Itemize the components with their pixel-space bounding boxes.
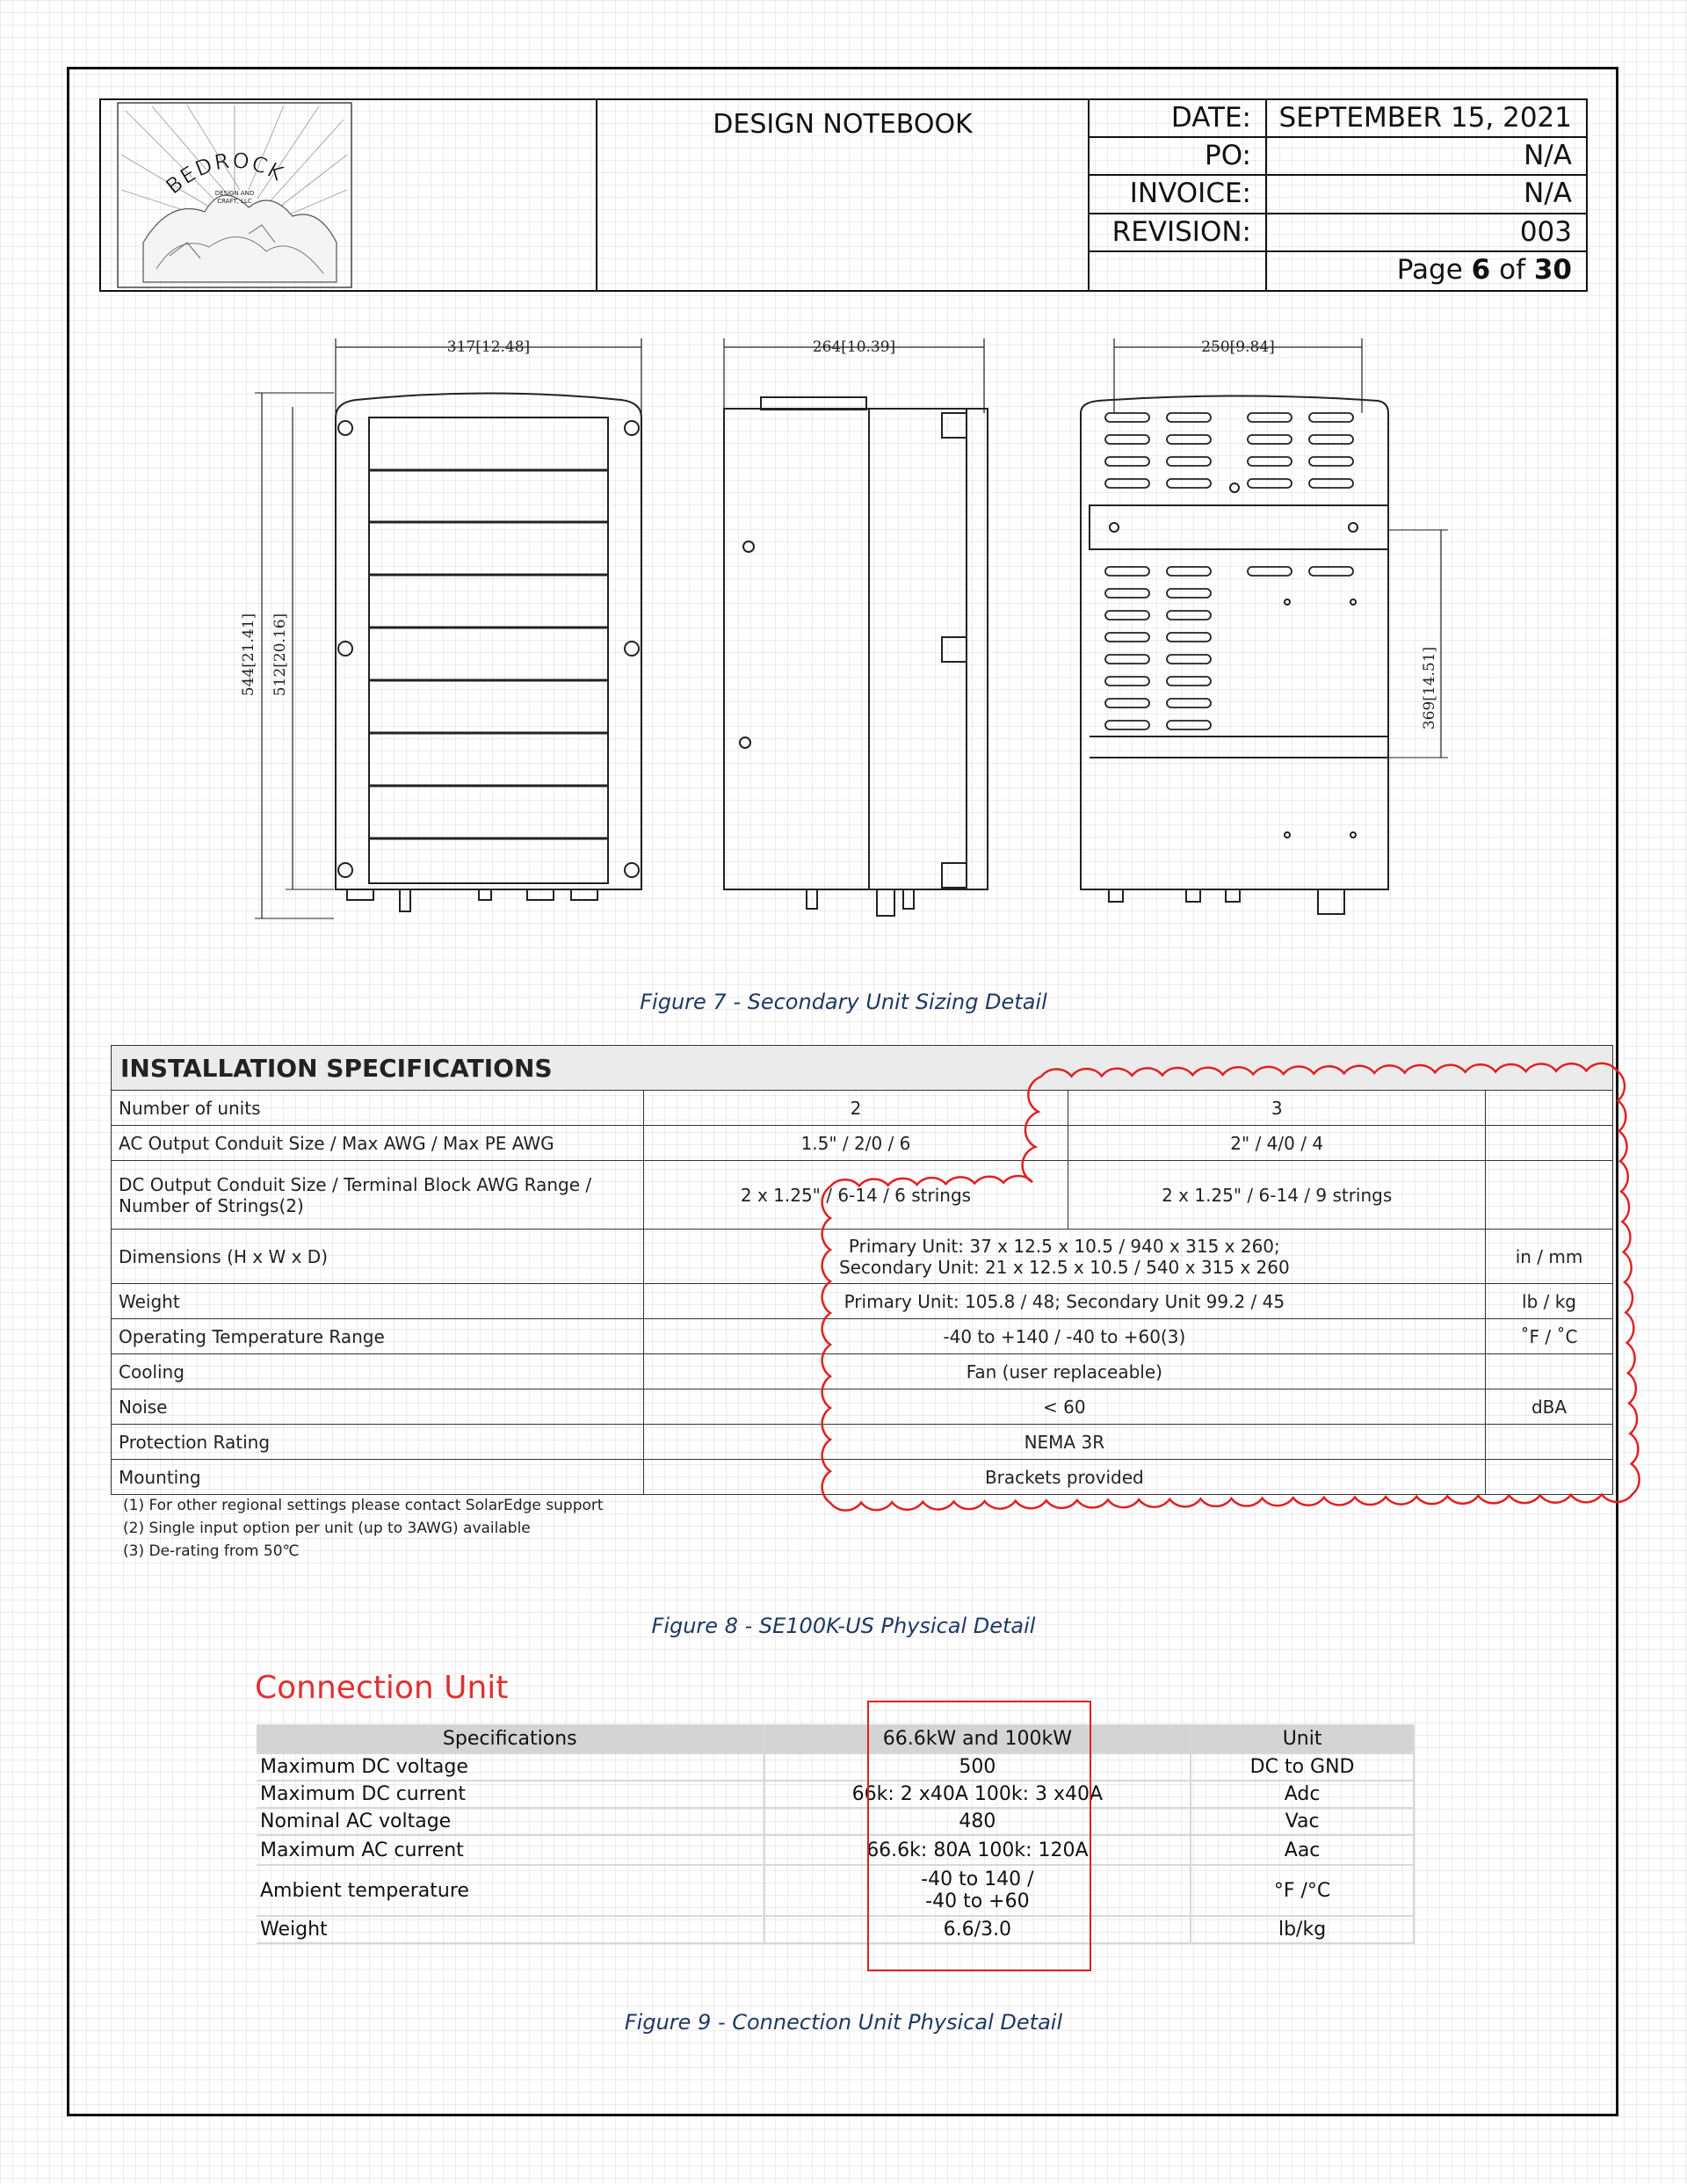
revision-row xyxy=(1090,214,1586,252)
date-value: SEPTEMBER 15, 2021 xyxy=(1278,102,1572,134)
spec-label: Operating Temperature Range xyxy=(112,1319,644,1354)
page-number xyxy=(1267,252,1586,290)
spec-unit xyxy=(1486,1354,1613,1389)
spec-value: Brackets provided xyxy=(643,1460,1485,1495)
logo-cell xyxy=(101,100,597,290)
spec-value: NEMA 3R xyxy=(643,1425,1485,1460)
spec-label: Weight xyxy=(112,1284,644,1319)
spec-value xyxy=(643,1230,1485,1284)
front-width-dim: 317[12.48] xyxy=(446,338,531,356)
spec-value: 3 xyxy=(1068,1091,1486,1126)
dim-secondary: Secondary Unit: 21 x 12.5 x 10.5 / 540 x 315 x 260 xyxy=(838,1256,1290,1278)
temp-line1: -40 to 140 / xyxy=(921,1868,1034,1890)
connection-unit-table xyxy=(257,1724,1415,1944)
cu-unit: Aac xyxy=(1191,1835,1414,1865)
cu-value: 6.6/3.0 xyxy=(764,1916,1191,1943)
cu-spec: Maximum DC voltage xyxy=(257,1753,764,1781)
col-header: Unit xyxy=(1191,1724,1414,1753)
bedrock-logo xyxy=(117,102,352,288)
spec-value: 2 x 1.25" / 6-14 / 9 strings xyxy=(1068,1161,1486,1230)
spec-label: AC Output Conduit Size / Max AWG / Max PE AWG xyxy=(112,1126,644,1161)
title-block xyxy=(99,98,1588,292)
col-header: Specifications xyxy=(257,1724,764,1753)
page-current: 6 xyxy=(1471,253,1491,286)
invoice-value: N/A xyxy=(1524,178,1572,210)
footnote: (2) Single input option per unit (up to 3AWG) available xyxy=(123,1520,531,1537)
side-width-dim: 264[10.39] xyxy=(812,338,896,356)
spec-unit: ˚F / ˚C xyxy=(1486,1319,1613,1354)
mount-height-dim: 369[14.51] xyxy=(1421,646,1438,730)
figure-7-caption: Figure 7 - Secondary Unit Sizing Detail xyxy=(640,990,1047,1014)
dim-primary: Primary Unit: 37 x 12.5 x 10.5 / 940 x 315 x 260; xyxy=(848,1235,1280,1257)
header-fields xyxy=(1090,100,1586,290)
cu-value: 480 xyxy=(764,1808,1191,1835)
spec-label: Number of units xyxy=(112,1091,644,1126)
spec-value: 2 x 1.25" / 6-14 / 6 strings xyxy=(643,1161,1068,1230)
revision-label: REVISION: xyxy=(1090,214,1267,250)
po-row xyxy=(1090,138,1586,176)
po-label: PO: xyxy=(1090,138,1267,174)
spec-unit: dBA xyxy=(1486,1389,1613,1425)
spec-label: DC Output Conduit Size / Terminal Block AWG Range / Number of Strings(2) xyxy=(112,1161,644,1230)
installation-specs-table xyxy=(111,1045,1613,1495)
spec-label: Cooling xyxy=(112,1354,644,1389)
col-header: 66.6kW and 100kW xyxy=(764,1724,1191,1753)
date-label: DATE: xyxy=(1090,100,1267,136)
spec-unit xyxy=(1486,1460,1613,1495)
spec-unit: lb / kg xyxy=(1486,1284,1613,1319)
cu-value: 66.6k: 80A 100k: 120A xyxy=(764,1835,1191,1865)
spec-footnotes xyxy=(123,1494,604,1563)
date-row xyxy=(1090,100,1586,138)
cu-unit: Vac xyxy=(1191,1808,1414,1835)
highlight-box xyxy=(867,1701,1091,1971)
spec-label: Protection Rating xyxy=(112,1425,644,1460)
page-prefix: Page xyxy=(1396,253,1463,286)
cu-spec: Nominal AC voltage xyxy=(257,1808,764,1835)
revision-value: 003 xyxy=(1519,215,1572,248)
cu-unit: lb/kg xyxy=(1191,1916,1414,1943)
cu-spec: Weight xyxy=(257,1916,764,1943)
logo-name: BEDROCK xyxy=(161,148,289,200)
footnote: (1) For other regional settings please contact SolarEdge support xyxy=(123,1497,604,1514)
po-value: N/A xyxy=(1524,140,1572,172)
invoice-label: INVOICE: xyxy=(1090,176,1267,212)
temp-line2: -40 to +60 xyxy=(925,1890,1030,1912)
cu-unit: °F /°C xyxy=(1191,1865,1414,1916)
spec-unit xyxy=(1486,1161,1613,1230)
cu-spec: Maximum AC current xyxy=(257,1835,764,1865)
invoice-row xyxy=(1090,176,1586,214)
cu-spec: Ambient temperature xyxy=(257,1865,764,1916)
spec-unit xyxy=(1486,1091,1613,1126)
height-inner-dim: 512[20.16] xyxy=(272,613,289,697)
height-outer-dim: 544[21.41] xyxy=(240,613,257,697)
cu-unit: DC to GND xyxy=(1191,1753,1414,1781)
cu-value: 66k: 2 x40A 100k: 3 x40A xyxy=(764,1781,1191,1808)
connection-unit-title: Connection Unit xyxy=(255,1670,509,1706)
spec-label: Mounting xyxy=(112,1460,644,1495)
spec-title: INSTALLATION SPECIFICATIONS xyxy=(112,1046,1613,1091)
spec-value: < 60 xyxy=(643,1389,1485,1425)
page-of: of xyxy=(1499,253,1525,286)
page-row xyxy=(1090,252,1586,290)
spec-value: 2" / 4/0 / 4 xyxy=(1068,1126,1486,1161)
cu-value: 500 xyxy=(764,1753,1191,1781)
footnote: (3) De-rating from 50℃ xyxy=(123,1542,300,1560)
spec-unit xyxy=(1486,1126,1613,1161)
spec-value: Fan (user replaceable) xyxy=(643,1354,1485,1389)
document-title: DESIGN NOTEBOOK xyxy=(597,100,1090,290)
spec-unit xyxy=(1486,1425,1613,1460)
figure-9-caption: Figure 9 - Connection Unit Physical Detail xyxy=(624,2010,1063,2035)
spec-value: Primary Unit: 105.8 / 48; Secondary Unit 99.2 / 45 xyxy=(643,1284,1485,1319)
back-width-dim: 250[9.84] xyxy=(1201,338,1275,356)
spec-label: Dimensions (H x W x D) xyxy=(112,1230,644,1284)
cu-spec: Maximum DC current xyxy=(257,1781,764,1808)
figure-8-caption: Figure 8 - SE100K-US Physical Detail xyxy=(651,1614,1036,1638)
spec-value: -40 to +140 / -40 to +60(3) xyxy=(643,1319,1485,1354)
logo-sub2: CRAFT, LLC xyxy=(217,198,252,205)
page-total: 30 xyxy=(1533,253,1572,286)
spec-unit: in / mm xyxy=(1486,1230,1613,1284)
spec-label: Noise xyxy=(112,1389,644,1425)
logo-sub1: DESIGN AND xyxy=(214,190,255,197)
cu-unit: Adc xyxy=(1191,1781,1414,1808)
spec-value: 2 xyxy=(643,1091,1068,1126)
page-label-empty xyxy=(1090,252,1267,290)
spec-value: 1.5" / 2/0 / 6 xyxy=(643,1126,1068,1161)
